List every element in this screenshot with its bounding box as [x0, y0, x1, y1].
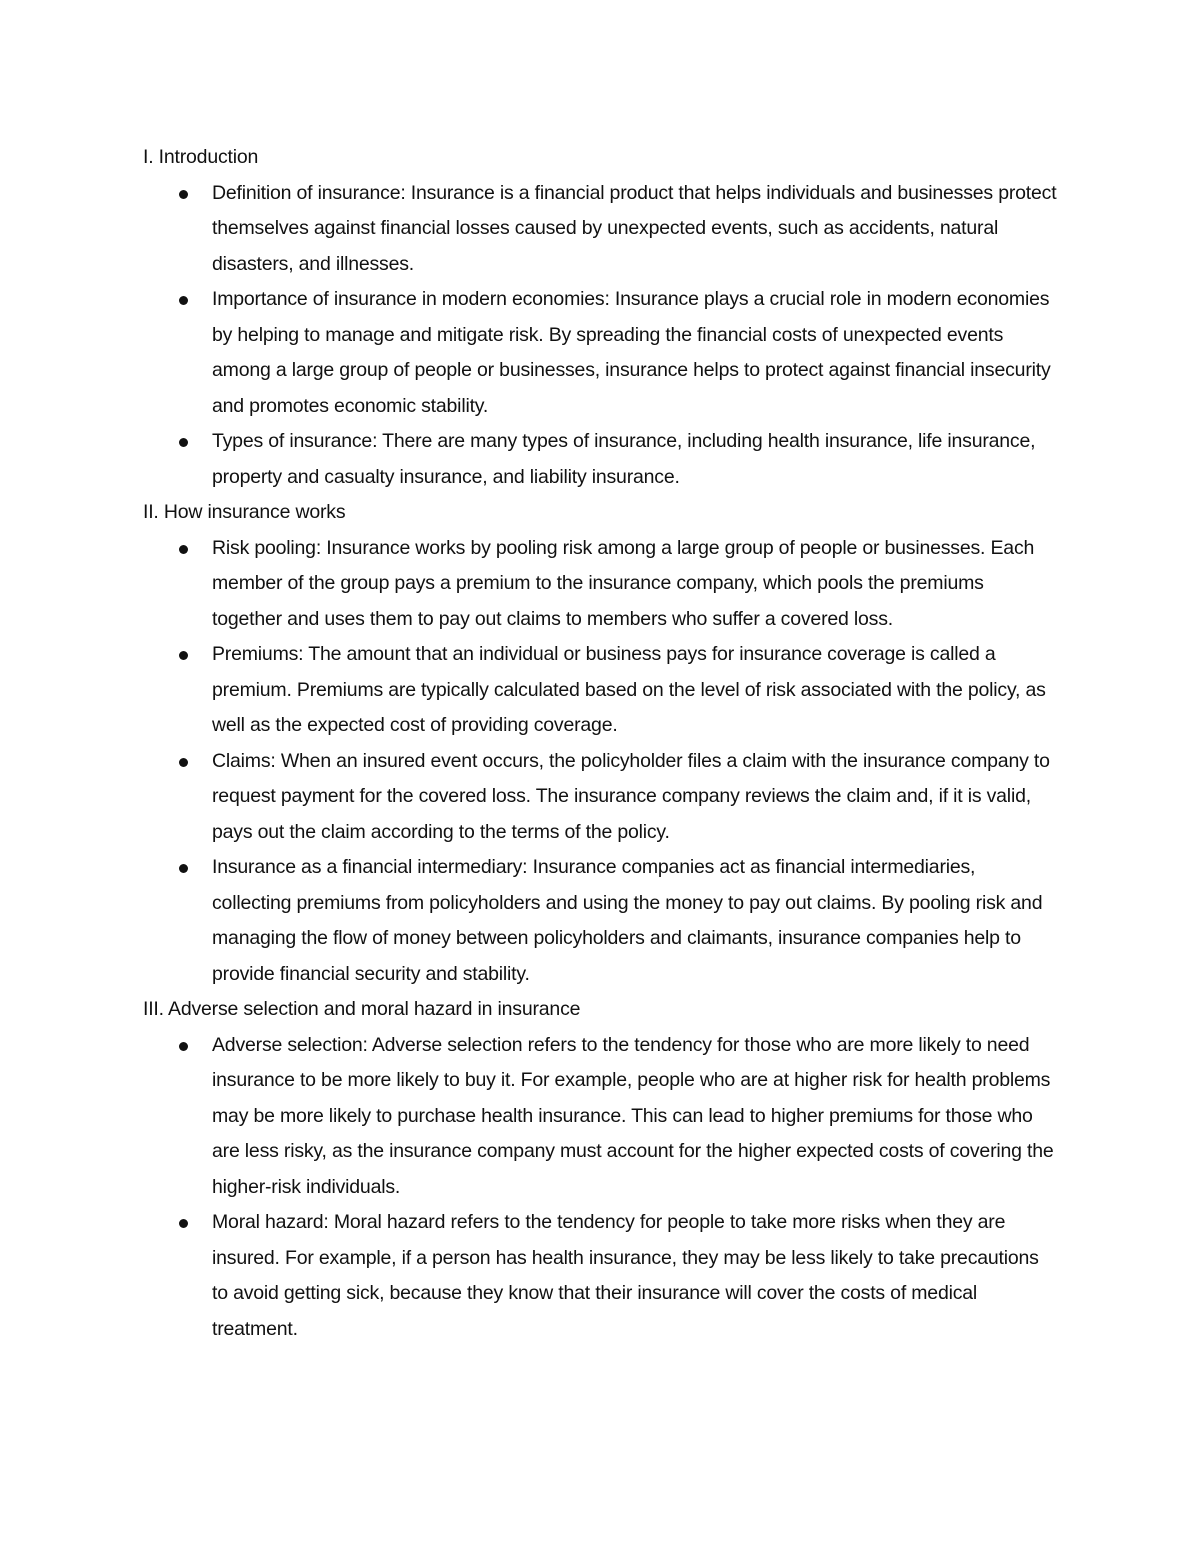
list-item-text: Risk pooling: Insurance works by pooling risk among a large group of people or businesses. Each member of the group pays a premium to the insurance company, which pools the premiums together and uses them to pay out claims to members who suffer a covered loss. [212, 536, 1035, 630]
list-item-text: Definition of insurance: Insurance is a financial product that helps individuals and businesses protect themselves against financial losses caused by unexpected events, such as accidents, natural disasters, and illnesses. [212, 181, 1057, 275]
list-item-text: Types of insurance: There are many types of insurance, including health insurance, life insurance, property and casualty insurance, and liability insurance. [212, 430, 1036, 488]
bullet-icon [179, 545, 188, 554]
bullet-icon [179, 1042, 188, 1051]
bullet-icon [179, 438, 188, 447]
bullet-icon [179, 1219, 188, 1228]
bullet-list [143, 1028, 1063, 1348]
section-how-insurance-works [143, 495, 1063, 992]
list-item [143, 176, 1057, 283]
list-item [143, 531, 1057, 638]
list-item-text: Moral hazard: Moral hazard refers to the tendency for people to take more risks when they are insured. For example, if a person has health insurance, they may be less likely to take precautions to avoid getting sick, because they know that their insurance will cover the costs of medical treatment. [212, 1211, 1039, 1340]
list-item [143, 282, 1057, 424]
section-heading: I. Introduction [143, 146, 259, 168]
list-item [143, 744, 1057, 851]
document-page [143, 140, 1063, 1347]
bullet-list [143, 176, 1063, 496]
list-item-text: Premiums: The amount that an individual or business pays for insurance coverage is called a premium. Premiums are typically calculated based on the level of risk associated with the policy, as well as the expected cost of providing coverage. [212, 643, 1046, 736]
section-heading: II. How insurance works [143, 501, 346, 523]
section-introduction [143, 140, 1063, 495]
list-item [143, 850, 1057, 992]
bullet-icon [179, 758, 188, 767]
bullet-icon [179, 296, 188, 305]
section-heading: III. Adverse selection and moral hazard in insurance [143, 998, 581, 1020]
list-item-text: Importance of insurance in modern economies: Insurance plays a crucial role in modern economies by helping to manage and mitigate risk. By spreading the financial costs of unexpected events among a large group of people or businesses, insurance helps to protect against financial insecurity and promotes economic stability. [212, 288, 1051, 417]
list-item-text: Adverse selection: Adverse selection refers to the tendency for those who are more likely to need insurance to be more likely to buy it. For example, people who are at higher risk for health problems may be more likely to purchase health insurance. This can lead to higher premiums for those who are less risky, as the insurance company must account for the higher expected costs of covering the higher-risk individuals. [212, 1033, 1054, 1198]
list-item-text: Claims: When an insured event occurs, the policyholder files a claim with the insurance company to request payment for the covered loss. The insurance company reviews the claim and, if it is valid, pays out the claim according to the terms of the policy. [212, 749, 1050, 843]
list-item [143, 1205, 1057, 1347]
list-item-text: Insurance as a financial intermediary: Insurance companies act as financial intermediaries, collecting premiums from policyholders and using the money to pay out claims. By pooling risk and managing the flow of money between policyholders and claimants, insurance companies help to provide financial security and stability. [212, 856, 1043, 985]
list-item [143, 424, 1057, 495]
bullet-icon [179, 190, 188, 199]
list-item [143, 1028, 1057, 1206]
list-item [143, 637, 1057, 744]
bullet-list [143, 531, 1063, 993]
section-adverse-selection-moral-hazard [143, 992, 1063, 1347]
bullet-icon [179, 651, 188, 660]
bullet-icon [179, 864, 188, 873]
